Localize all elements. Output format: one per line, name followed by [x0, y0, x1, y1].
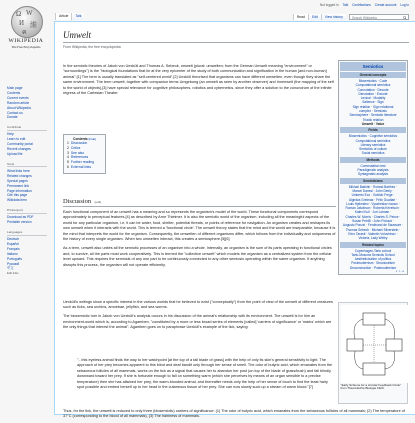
- navbox-group-heading: Methods: [340, 157, 406, 163]
- sidebar-item-lang[interactable]: Deutsch: [7, 237, 20, 242]
- sidebar-item-lang[interactable]: Español: [7, 241, 19, 246]
- sidebar-item-download-pdf[interactable]: Download as PDF: [7, 215, 34, 220]
- semiotics-navbox: [338, 60, 408, 275]
- navbox-line[interactable]: Biosemiotics · Code: [358, 79, 388, 83]
- sidebar-item-lang[interactable]: 中文: [7, 266, 14, 271]
- navbox-line[interactable]: Thomas Sebeok · Michael Silverstein ·: [345, 227, 401, 232]
- top-bar: [0, 0, 415, 20]
- paragraph: The biosemiotic turn in Jakob von Uexküll's analysis occurs in his discussion of the animal's relationship with its environment. The umwelt is for him an environment-world which is, according to Agamben, "constituted by a more or less broad series of elements [called] 'carriers of significance' or 'marks' which are the only things that interest the animal". Agamben goes on to paraphrase Uexküll's example of the tick, saying:: [63, 314, 332, 329]
- toc-heading: Contents: [73, 137, 88, 141]
- namespace-tabs: [55, 13, 84, 21]
- contributions-link[interactable]: Contributions: [352, 3, 371, 7]
- navbox-line[interactable]: Eero Tarasti · Valentin Voloshinov ·: [348, 231, 398, 236]
- log-in-link[interactable]: Log in: [400, 3, 409, 7]
- navbox-line[interactable]: Algirdas Greimas · Félix Guattari ·: [348, 197, 398, 202]
- toc-number: 6: [67, 164, 69, 169]
- navbox-line[interactable]: Deconstruction · Postmodernism: [349, 265, 397, 270]
- toc-label: External links: [70, 164, 92, 169]
- toc-item[interactable]: [67, 165, 102, 170]
- toc-hide-button[interactable]: [hide]: [88, 137, 96, 141]
- diagram-arrow: [385, 351, 395, 369]
- figure-thumbnail: [338, 302, 408, 404]
- diagram-box-bottom: [363, 363, 385, 375]
- sidebar-item-lang[interactable]: Português: [7, 256, 23, 261]
- toc-number: 2: [67, 145, 69, 150]
- wikipedia-logo[interactable]: [0, 0, 52, 78]
- create-account-link[interactable]: Create account: [374, 3, 397, 7]
- search-placeholder: Search Wikipedia: [352, 16, 377, 20]
- navbox-line[interactable]: Augusto Ponzio · Ferdinand de Saussure ·: [342, 223, 404, 228]
- navbox-line[interactable]: complex · Semiosis: [359, 109, 387, 114]
- sidebar-item-upload-file[interactable]: Upload file: [7, 151, 23, 156]
- sidebar-item-what-links-here[interactable]: What links here: [7, 168, 30, 173]
- navbox-line[interactable]: Marcel Danesi · John Deely ·: [352, 188, 394, 193]
- toc-label: See also: [70, 150, 85, 155]
- sidebar-item-page-information[interactable]: Page information: [7, 188, 32, 193]
- sidebar-item-recent-changes[interactable]: Recent changes: [7, 147, 31, 152]
- navbox-line[interactable]: Paradigmatic analysis: [357, 168, 389, 173]
- toc-label: Critics: [70, 145, 81, 150]
- section-edit-link[interactable]: [edit]: [94, 200, 102, 204]
- tab-talk[interactable]: Talk: [71, 13, 84, 20]
- navbox-line[interactable]: Susan Petrilli · John Poinsot ·: [352, 219, 394, 224]
- sidebar-item-about[interactable]: About Wikipedia: [7, 105, 31, 110]
- sidebar-item-contact[interactable]: Contact us: [7, 110, 23, 115]
- navbox-line[interactable]: Victoria, Lady Welby: [358, 236, 388, 241]
- toc-number: 3: [67, 150, 69, 155]
- toc-label: Discussion: [70, 141, 88, 145]
- quote-text: "...this eyeless animal finds the way to her watchpoint [at the top of a tall blade of grass] with the help of only its skin's general sensitivity to light. The approach of her prey becomes apparent to this blind and deaf bandit only through her sense of smell. The odor of butyric acid, which emanates from the sebaceous follicles of all mammals, works on the tick as a signal that causes her to abandon her post (on top of the blade of grass/bush) and fall blindly downward toward her prey. If she is fortunate enough to fall on something warm (which she perceives by means of an organ sensible to a precise temperature) then she has attained her prey, the warm-blooded animal, and thereafter needs only the help of her sense of touch to find the least hairy spot possible and embed herself up to her head in the cutaneous tissue of her prey. She can now slowly suck up a stream of warm blood."[7]: [77, 357, 333, 389]
- navbox-line[interactable]: Commutation test: [360, 163, 386, 168]
- diagram-box-top: [363, 313, 385, 325]
- sidebar-item-learn-to-edit[interactable]: Learn to edit: [7, 137, 26, 142]
- sidebar-item-contents[interactable]: Contents: [7, 90, 21, 95]
- discussion-body: [63, 206, 336, 272]
- diagram-arrow: [385, 319, 395, 339]
- search-input[interactable]: [349, 14, 409, 21]
- sidebar-item-lang[interactable]: Français: [7, 246, 20, 251]
- navbox-line[interactable]: Umwelt · Value: [361, 121, 385, 126]
- navbox-line[interactable]: Connotation · Decode: [357, 87, 389, 92]
- navbox-line[interactable]: Semiosphere · Semiotic literature: [349, 113, 397, 118]
- paragraph: As a term, umwelt also unites all the semiotic processes of an organism into a whole. Internally, an organism is the sum of its parts operating in functional circles and, to survive, all the parts must work cooperatively. This is termed the "collective umwelt" which models the organism as a centralized system from the cellular level upward. This requires the semiosis of any one part to be continuously connected to any other semiosis operating within the same organism. If anything disrupts this process, the organism will not operate efficiently.: [63, 246, 332, 267]
- sidebar-item-permanent-link[interactable]: Permanent link: [7, 183, 29, 188]
- toc-number: 1: [67, 141, 69, 145]
- sidebar-languages: [7, 230, 54, 276]
- diagram-box-left: [347, 339, 363, 351]
- discussion-body-continued: [63, 296, 336, 334]
- lead-section: [63, 60, 336, 100]
- page-title: Umwelt: [63, 30, 409, 43]
- sidebar-item-printable[interactable]: Printable version: [7, 220, 32, 225]
- navbox-line[interactable]: Kalevi Kull · Juri Lotman ·: [354, 210, 392, 215]
- navbox-group-heading: General concepts: [340, 72, 406, 78]
- navbox-line[interactable]: Social semiotics: [361, 151, 385, 156]
- navbox-line[interactable]: Lexical · Modality: [360, 96, 386, 101]
- toc-label: Further reading: [70, 160, 95, 165]
- sidebar-item-community-portal[interactable]: Community portal: [7, 142, 33, 147]
- navbox-line[interactable]: Salience · Sign: [362, 100, 384, 105]
- edit-links-link[interactable]: Edit links: [7, 271, 19, 276]
- navbox-line[interactable]: Aestheticization of politics: [354, 257, 392, 262]
- sidebar-tools: [7, 162, 54, 203]
- table-of-contents: [63, 134, 106, 174]
- discussion-tail: [63, 405, 407, 423]
- sidebar-item-donate[interactable]: Donate: [7, 115, 18, 120]
- sidebar-item-special-pages[interactable]: Special pages: [7, 178, 28, 183]
- sidebar-item-random-article[interactable]: Random article: [7, 100, 30, 105]
- talk-link[interactable]: Talk: [342, 3, 349, 7]
- navbox-line[interactable]: Literary semiotics: [360, 142, 386, 147]
- sidebar-item-main-page[interactable]: Main page: [7, 86, 23, 90]
- tab-article[interactable]: Article: [55, 13, 71, 20]
- sidebar-item-current-events[interactable]: Current events: [7, 95, 29, 100]
- sidebar-item-lang[interactable]: Русский: [7, 261, 20, 266]
- personal-tools: [317, 3, 409, 7]
- site-subtitle: From Wikipedia, the free encyclopedia: [63, 44, 121, 49]
- navbox-line[interactable]: Mikhail Bakhtin · Roland Barthes ·: [348, 184, 398, 189]
- paragraph: Thus, for the tick, the umwelt is reduced to only three (biosemiotic) carriers of significance: (1) The odor of butyric acid, which emanates from the sebaceous follicles of all mammals; (2) The temperature of 37°C (corresponding to the blood of all mammals), (3) The hairiness of mammals.: [63, 408, 405, 418]
- navbox-line[interactable]: Umberto Eco · Gottlob Frege ·: [351, 193, 395, 198]
- navbox-line[interactable]: Computational semiotics: [355, 83, 391, 88]
- search-icon[interactable]: [403, 16, 407, 20]
- navbox-line[interactable]: Semiotics of culture: [359, 147, 387, 152]
- sidebar-print: [7, 208, 54, 225]
- navbox-group-heading: Semioticians: [340, 178, 406, 184]
- navbox-group-heading: Related topics: [340, 242, 406, 248]
- sidebar-item-cite[interactable]: Cite this page: [7, 193, 28, 198]
- navbox-line[interactable]: Postmodernism · Structuralism: [351, 261, 395, 266]
- sidebar-navigation: [7, 86, 54, 120]
- logo-tagline: The Free Encyclopedia: [11, 45, 41, 49]
- logo-wordmark: WIKIPEDIA: [8, 38, 44, 44]
- diagram-box-right: [386, 339, 402, 351]
- navbox-group-heading: Fields: [340, 127, 406, 133]
- sidebar-heading: Contribute: [7, 125, 47, 131]
- tab-edit[interactable]: Edit: [308, 14, 321, 21]
- navbox-line[interactable]: Louis Hjelmslev · Vyacheslav Ivanov ·: [346, 201, 400, 206]
- navbox-line[interactable]: Syntagmatic analysis: [358, 172, 388, 177]
- sidebar-heading: Print/export: [7, 208, 47, 214]
- navbox-line[interactable]: Charles W. Morris · Charles S. Peirce ·: [345, 214, 401, 219]
- navbox-line[interactable]: Sign relation · Sign relational: [352, 104, 394, 109]
- sidebar-item-lang[interactable]: Italiano: [7, 251, 18, 256]
- section-heading-text: Discussion: [63, 198, 92, 205]
- article-content: [54, 21, 415, 418]
- navbox-line[interactable]: Computational semiotics: [355, 138, 391, 143]
- sidebar-heading: Tools: [7, 162, 47, 168]
- not-logged-in: Not logged in: [319, 3, 339, 7]
- view-tabs: [293, 13, 409, 21]
- paragraph: Uexküll's writings show a specific interest in the various worlds that he believed to exist ("conceptually") from the point of view of the umwelt of different creatures such as ticks, sea urchins, amoebae, jellyfish, and sea worms.: [63, 299, 333, 309]
- toc-label: References: [70, 155, 89, 160]
- toc-number: 5: [67, 160, 69, 165]
- sidebar-item-wikidata[interactable]: Wikidata item: [7, 198, 27, 203]
- lead-paragraph: In the semiotic theories of Jakob von Uexküll and Thomas A. Sebeok, umwelt (plural: umwelten; from the German Umwelt meaning "environment" or "surroundings") is the "biological foundations that lie at the very epicenter of the study of both communication and signification in the human [and non-human] animal".[1] The term is usually translated as "self-centered world".[2] Uexküll theorised that organisms can have different umwelten, even though they share the same environment. The term umwelt, together with companion terms Umgebung (an umwelt as seen by another observer) and Innenwelt (the mapping of the self to the world of objects),[3] have special relevance for cognitive philosophers, robotics and cybernetics, since they offer a solution to the conundrum of the infinite regress of the Cartesian Theater.: [63, 63, 334, 95]
- diagram-arrow: [354, 351, 362, 369]
- navbox-vte-links[interactable]: v · t · e: [395, 269, 404, 273]
- sidebar-item-related-changes[interactable]: Related changes: [7, 173, 32, 178]
- tab-read[interactable]: Read: [293, 14, 308, 21]
- feedback-circle-diagram[interactable]: [341, 305, 408, 383]
- navbox-line[interactable]: Copenhagen-Tartu school: [354, 248, 392, 253]
- tab-view-history[interactable]: View history: [321, 14, 346, 21]
- globe-icon: Ω W И 維 ค: [11, 6, 43, 38]
- navbox-title[interactable]: Semiotics: [340, 62, 406, 71]
- sidebar: [0, 86, 54, 281]
- navbox-line[interactable]: Biosemiotics · Cognitive semiotics: [348, 134, 398, 139]
- blockquote: [77, 354, 333, 394]
- navbox-line[interactable]: Roman Jakobson · Roberta Kevelson ·: [345, 206, 401, 211]
- diagram-arrow: [354, 319, 363, 339]
- navbox-line[interactable]: Denotation · Encode: [358, 91, 388, 96]
- sidebar-item-help[interactable]: Help: [7, 132, 14, 137]
- navbox-line[interactable]: Tartu-Moscow Semiotic School: [351, 252, 395, 257]
- navbox-line[interactable]: Triadic relation: [362, 117, 384, 122]
- toc-number: 4: [67, 155, 69, 160]
- figure-caption: "Early Scheme for a circular Feedback Circle" from Theoretische Biologie 1920.: [340, 382, 402, 391]
- sidebar-heading: Languages: [7, 230, 47, 236]
- paragraph: Each functional component of an umwelt has a meaning and so represents the organism's model of the world. These functional components correspond approximately to perceptual features.[4] as described by Arne Thielmer. It is also the semiotic world of the organism, including all the meaningful aspects of the world for any particular organism, i.e. it can be water, food, shelter, potential threats, or points of reference for navigation. An organism creates and reshapes its own umwelt when it interacts with the world. This is termed a 'functional circle'. The umwelt theory states that the mind and the world are inseparable, because it is the mind that interprets the world for the organism. Consequently, the umwelten of different organisms differ, which follows from the individuality and uniqueness of the history of every single organism. When two umwelten interact, this creates a semiosphere.[5][6]: [63, 209, 336, 241]
- sidebar-contribute: [7, 125, 54, 157]
